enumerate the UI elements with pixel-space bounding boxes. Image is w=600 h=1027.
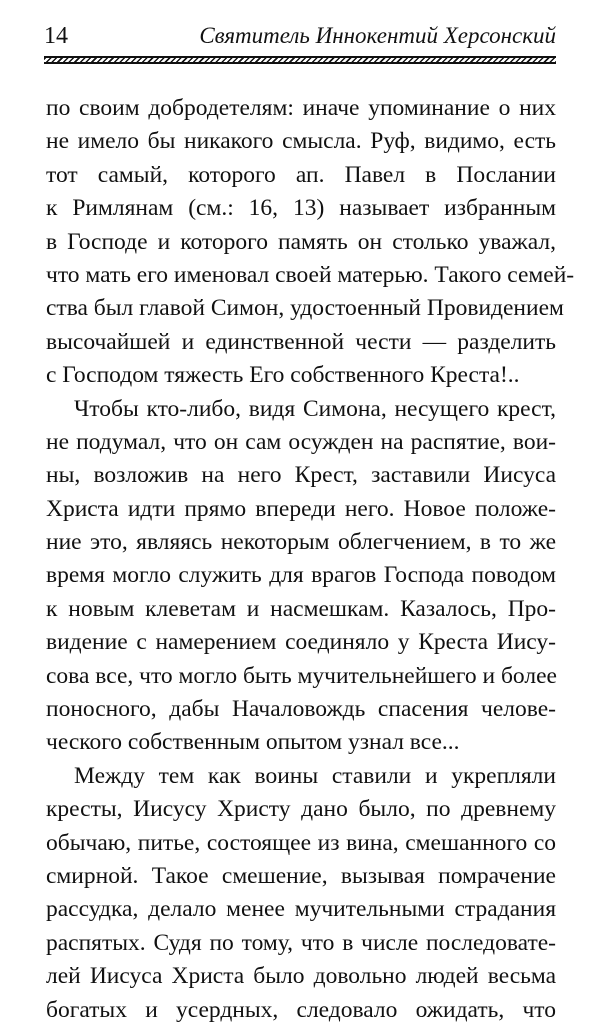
text-line: к Римлянам (см.: 16, 13) называет избранным: [46, 195, 556, 222]
text-line: видение с намерением соединяло у Креста Иису-: [46, 629, 556, 656]
text-line: кресты, Иисусу Христу дано было, по древнему: [46, 796, 556, 823]
text-line: лей Иисуса Христа было довольно людей весьма: [46, 963, 556, 990]
text-line: не имело бы никакого смысла. Руф, видимо, есть: [46, 128, 556, 155]
text-line: обычаю, питье, состоящее из вина, смешанного со: [46, 829, 556, 856]
text-line: ческого собственным опытом узнал все...: [46, 729, 460, 756]
text-line: поносного, дабы Началовождь спасения челове-: [46, 696, 556, 723]
running-title: Святитель Иннокентий Херсонский: [199, 23, 556, 48]
text-line: ны, возложив на него Крест, заставили Иисуса: [46, 462, 556, 489]
text-line: не подумал, что он сам осужден на распятие, вои-: [46, 428, 556, 455]
text-line: сова все, что могло быть мучительнейшего и более: [46, 662, 557, 689]
paragraph-2: [46, 393, 556, 760]
text-line: ние это, являясь некоторым облегчением, в то же: [46, 529, 556, 556]
text-line: к новым клеветам и насмешкам. Казалось, Про-: [46, 595, 556, 622]
text-line: богатых и усердных, следовало ожидать, что: [46, 996, 556, 1023]
text-line: высочайшей и единственной чести — разделить: [46, 328, 556, 355]
paragraph-1: [46, 92, 575, 393]
text-line: Между тем как воины ставили и укрепляли: [74, 762, 556, 789]
text-line: время могло служить для врагов Господа поводом: [46, 562, 556, 589]
text-line: с Господом тяжесть Его собственного Креста!..: [46, 362, 520, 389]
text-line: ства был главой Симон, удостоенный Провидением: [46, 295, 564, 322]
text-line: Чтобы кто-либо, видя Симона, несущего крест,: [74, 395, 556, 422]
body-text: [46, 92, 575, 1027]
text-line: рассудка, делало менее мучительными страдания: [46, 896, 556, 923]
paragraph-3: [46, 760, 556, 1027]
text-line: в Господе и которого память он столько уважал,: [46, 228, 556, 255]
text-line: что мать его именовал своей матерью. Такого семей-: [46, 261, 575, 288]
text-line: по своим добродетелям: иначе упоминание о них: [46, 95, 556, 121]
text-line: тот самый, которого ап. Павел в Послании: [46, 161, 556, 188]
header-ornamental-rule: [44, 56, 556, 64]
text-line: Христа идти прямо впереди него. Новое положе-: [46, 495, 556, 522]
text-line: смирной. Такое смешение, вызывая помрачение: [46, 862, 556, 889]
text-line: распятых. Судя по тому, что в числе последовате-: [46, 929, 556, 956]
page-header: [44, 20, 556, 50]
page-number: 14: [44, 23, 68, 49]
